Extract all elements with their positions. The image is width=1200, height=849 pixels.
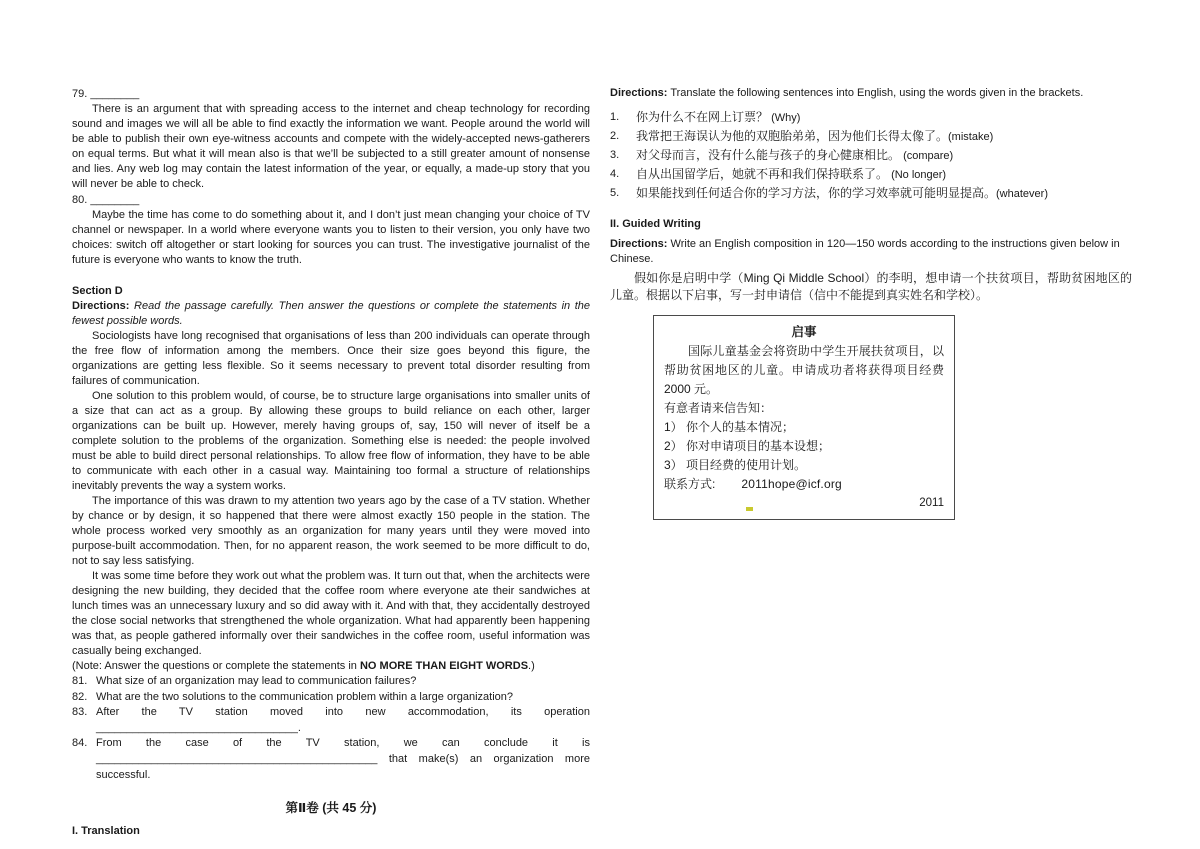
sentence-text: [636, 146, 1132, 165]
passage-79: There is an argument that with spreading access to the internet and cheap technology for recording sound and images we will all be able to find exactly the information we want. People around the world will be able to publish their own eye-witness accounts and compete with the widely-accepted news-gatherers on equal terms. But what it will mean also is that we’ll be subjected to a still greater amount of nonsense and lies. Any web log may contain the latest information of the year, or equally, a made-up story that you will never be able to check.: [72, 103, 590, 190]
sentence-number: 5.: [610, 187, 620, 199]
sentence-item-1: [610, 108, 1132, 127]
sentence-number: 1.: [610, 111, 620, 123]
notice-box: [653, 315, 955, 520]
question-item-84: [72, 736, 590, 783]
sentence-chinese: 对父母而言，没有什么能与孩子的身心健康相比。: [636, 148, 901, 162]
highlight-mark: [746, 507, 753, 511]
section-d-directions: [72, 299, 590, 329]
sentence-item-4: [610, 165, 1132, 184]
sentence-item-5: [610, 184, 1132, 203]
directions-text: Read the passage carefully. Then answer the questions or complete the statements in the fewest possible words.: [72, 300, 590, 327]
question-79-label: 79. ________: [72, 88, 140, 100]
question-text: After the TV station moved into new accommodation, its operation _________________________________.: [96, 706, 590, 734]
translation-sentence-list: [610, 108, 1132, 203]
passage-80: Maybe the time has come to do something about it, and I don’t just mean changing your choice of TV channel or newspaper. In a world where everyone wants you to listen to their version, you only have two choices: switch off altogether or start looking for sources you can trust. The investigative journalist of the future is everyone who wants to know the truth.: [72, 209, 590, 266]
guided-writing-prompt: 假如你是启明中学（Ming Qi Middle School）的李明，想申请一个扶贫项目，帮助贫困地区的儿童。根据以下启事，写一封申请信（信中不能提到真实姓名和学校）。: [610, 271, 1132, 302]
sentence-number: 2.: [610, 130, 620, 142]
sentence-text: [636, 165, 1132, 184]
question-number: 81.: [72, 675, 88, 687]
notice-title: 启事: [791, 325, 817, 339]
directions-label: Directions:: [72, 300, 130, 312]
sentence-text: [636, 108, 1132, 127]
sentence-chinese: 如果能找到任何适合你的学习方法，你的学习效率就可能明显提高。: [636, 186, 997, 200]
sentence-hint: (mistake): [948, 131, 994, 143]
question-80-label: 80. ________: [72, 194, 140, 206]
passage-paragraph-1: Sociologists have long recognised that organisations of less than 200 individuals can operate through the free flow of information among the members. Once their size goes beyond this figure, the organizations are getting less flexible. So it seems necessary to prevent total disorder resulting from failures of communication.: [72, 330, 590, 387]
part2-heading: 第Ⅱ卷 (共 45 分): [285, 801, 377, 816]
sentence-hint: (whatever): [996, 188, 1048, 200]
passage-paragraph-4: It was some time before they work out what the problem was. It turn out that, when the architects were designing the new building, they decided that the coffee room where everyone ate their sandwiches at lunch times was an unnecessary luxury and so did away with it. And with that, they accidentally destroyed the close social networks that strengthened the whole organization. What had apparently been happening was that, as people gathered informally over their sandwiches in the coffee room, useful information was casually being exchanged.: [72, 570, 590, 657]
question-item-83: [72, 705, 590, 736]
directions-label: Directions:: [610, 238, 668, 250]
left-column: [72, 86, 590, 839]
passage-paragraph-2: One solution to this problem would, of course, be to structure large organisations into smaller units of a size that can act as a group. By allowing these groups to build reliance on each other, larger organizations can be built up. However, merely having groups of, say, 150 will never of itself be a complete solution to the problems of the organization. Something else is needed: the people involved must be able to build direct personal relationships. To allow free flow of information, they have to be able to communicate with each other in a casual way. Maintaining too formal a structure of relationships inevitably prevents the way a system works.: [72, 390, 590, 492]
question-text: What are the two solutions to the communication problem within a large organization?: [96, 690, 514, 703]
note-line: [72, 659, 590, 674]
passage-paragraph-3: The importance of this was drawn to my attention two years ago by the case of a TV station. Whether by chance or by design, it so happened that there were almost exactly 150 people in the station. The whole process worked very smoothly as an organization for many years until they were moved into purpose-built accommodation. Then, for no apparent reason, the work seemed to be more difficult to do, not to say less satisfying.: [72, 495, 590, 567]
question-text: From the case of the TV station, we can conclude it is ______________________________________________ that make(s) an organization more successful.: [96, 737, 590, 781]
translation-directions: [610, 86, 1132, 101]
translation-section-heading: I. Translation: [72, 825, 140, 838]
question-text: What size of an organization may lead to communication failures?: [96, 675, 417, 687]
sentence-chinese: 你为什么不在网上订票？: [636, 110, 769, 124]
sentence-chinese: 我常把王海误认为他的双胞胎弟弟，因为他们长得太像了。: [636, 129, 949, 143]
contact-email: 2011hope@icf.org: [741, 477, 842, 491]
sentence-number: 4.: [610, 168, 620, 180]
sentence-item-3: [610, 146, 1132, 165]
directions-label: Directions:: [610, 87, 668, 99]
notice-contact: [664, 475, 944, 494]
sentence-text: [636, 127, 1132, 146]
directions-text: Translate the following sentences into English, using the words given in the brackets.: [667, 87, 1084, 99]
guided-writing-heading: II. Guided Writing: [610, 218, 701, 230]
sentence-text: [636, 184, 1132, 203]
sentence-hint: (No longer): [888, 169, 947, 181]
question-item-81: [72, 674, 590, 690]
right-column: [610, 86, 1132, 520]
notice-invite: 有意者请来信告知：: [664, 401, 773, 415]
question-number: 83.: [72, 706, 88, 719]
question-item-82: [72, 690, 590, 706]
question-number: 82.: [72, 690, 88, 703]
contact-label: 联系方式:: [664, 477, 716, 491]
question-number: 84.: [72, 737, 88, 750]
sentence-hint: (compare): [900, 150, 954, 162]
note-prefix: (Note: Answer the questions or complete the statements in: [72, 660, 360, 672]
sentence-chinese: 自从出国留学后，她就不再和我们保持联系了。: [636, 167, 889, 181]
sentence-number: 3.: [610, 149, 620, 161]
note-suffix: .): [528, 660, 535, 672]
notice-item-1: 1） 你个人的基本情况；: [664, 420, 795, 434]
sentence-item-2: [610, 127, 1132, 146]
notice-item-2: 2） 你对申请项目的基本设想；: [664, 439, 831, 453]
notice-item-3: 3） 项目经费的使用计划。: [664, 458, 807, 472]
directions-text: Write an English composition in 120—150 words according to the instructions given below in Chinese.: [610, 238, 1120, 265]
guided-writing-directions: [610, 237, 1132, 267]
notice-year: 2011: [919, 497, 944, 509]
section-d-heading: Section D: [72, 285, 123, 297]
note-bold: NO MORE THAN EIGHT WORDS: [359, 660, 529, 672]
sentence-hint: (Why): [768, 112, 801, 124]
notice-body: 国际儿童基金会将资助中学生开展扶贫项目，以帮助贫困地区的儿童。申请成功者将获得项目经费 2000 元。: [664, 344, 944, 396]
